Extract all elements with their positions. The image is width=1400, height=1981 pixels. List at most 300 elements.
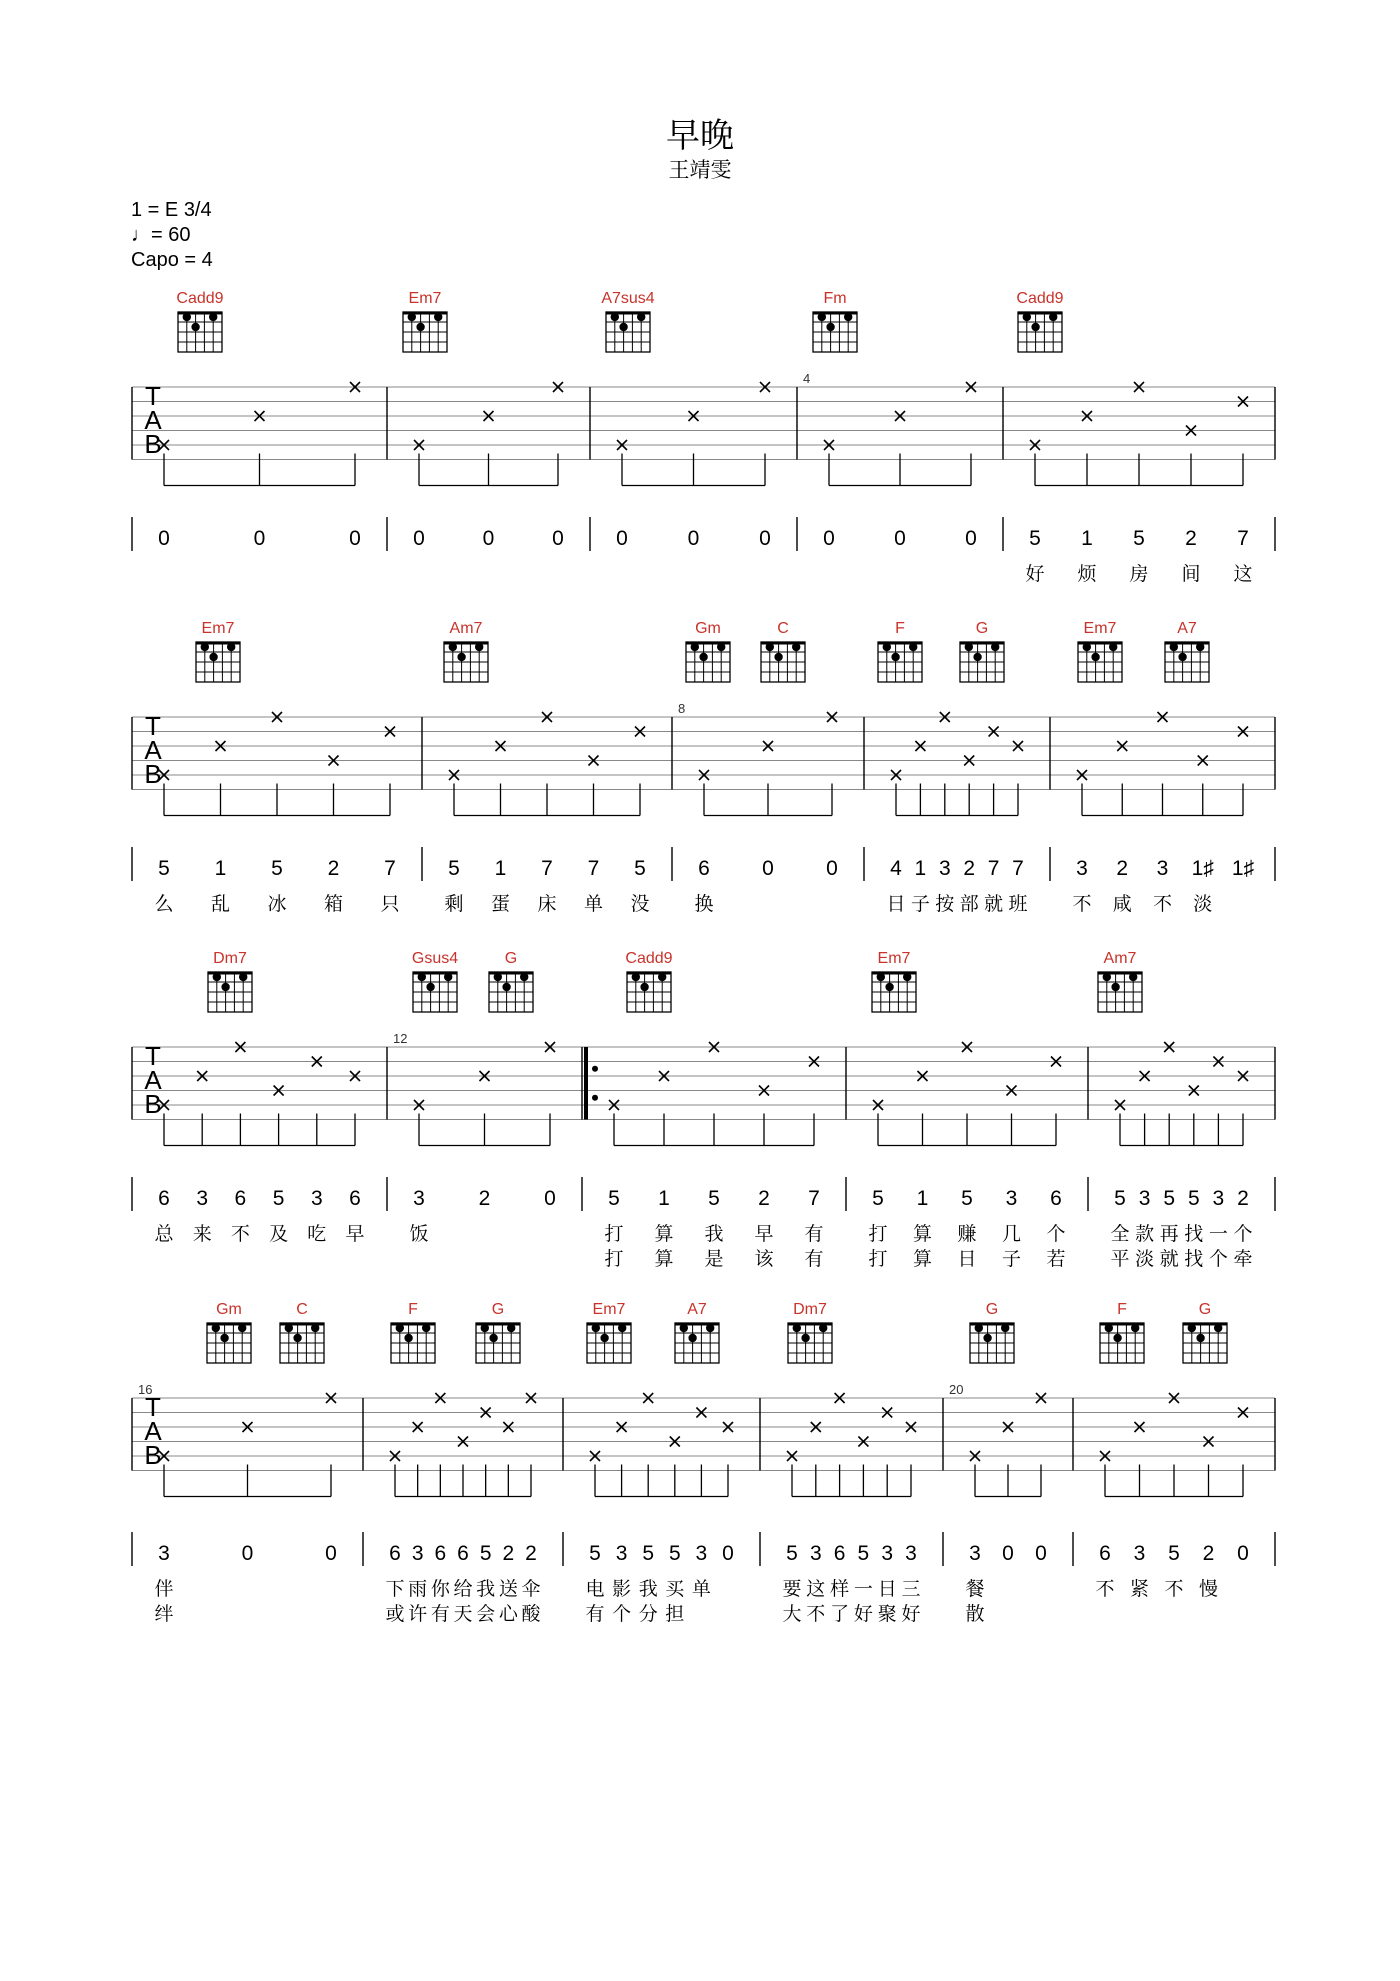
chord-finger-dot (1178, 653, 1186, 661)
chord-diagram (1018, 312, 1062, 352)
lyric-char: 雨 (408, 1578, 428, 1600)
lyric-char: 日 (877, 1578, 897, 1600)
chord-finger-dot (416, 323, 424, 331)
lyric-char: 大 (782, 1603, 802, 1625)
jianpu-note: 1♯ (1191, 857, 1214, 880)
chord-finger-dot (1083, 643, 1091, 651)
chord-finger-dot (619, 323, 627, 331)
chord-diagram (675, 1323, 719, 1363)
chord-finger-dot (717, 643, 725, 651)
jianpu-note: 0 (552, 527, 564, 550)
jianpu-note: 5 (786, 1542, 798, 1565)
lyric-char: 没 (630, 893, 650, 915)
lyric-char: 这 (806, 1578, 826, 1600)
lyric-char: 送 (498, 1578, 518, 1600)
jianpu-note: 0 (616, 527, 628, 550)
jianpu-note: 2 (1237, 1187, 1249, 1210)
chord-finger-dot (212, 1324, 220, 1332)
jianpu-note: 5 (1187, 1187, 1200, 1210)
chord-diagram (587, 1323, 631, 1363)
jianpu-note: 6 (158, 1187, 170, 1210)
chord-name: A7 (1177, 620, 1197, 637)
jianpu-note: 6 (457, 1542, 469, 1565)
jianpu-note: 5 (1168, 1542, 1180, 1565)
chord-finger-dot (396, 1324, 404, 1332)
chord-finger-dot (658, 973, 666, 981)
chord-name: G (491, 1301, 505, 1318)
lyric-char: 找 (1184, 1248, 1204, 1270)
chord-finger-dot (883, 643, 891, 651)
tab-clef-letter: A (144, 1065, 162, 1095)
chord-finger-dot (766, 643, 774, 651)
measure-number: 20 (949, 1382, 964, 1397)
lyric-char: 打 (868, 1223, 888, 1245)
chord-finger-dot (688, 1334, 696, 1342)
lyric-char: 烦 (1077, 563, 1097, 585)
lyric-char: 许 (408, 1603, 428, 1625)
lyric-char: 个 (1208, 1248, 1228, 1270)
lyric-char: 好 (1025, 563, 1045, 585)
chord-name: A7sus4 (601, 290, 655, 307)
jianpu-note: 5 (271, 857, 283, 880)
jianpu-note: 0 (722, 1542, 734, 1565)
chord-finger-dot (592, 1324, 600, 1332)
chord-name: G (504, 950, 518, 967)
chord-finger-dot (434, 313, 442, 321)
jianpu-note: 7 (1237, 527, 1249, 550)
lyric-char: 早 (754, 1223, 774, 1245)
lyric-char: 不 (1095, 1578, 1115, 1600)
chord-finger-dot (426, 983, 434, 991)
chord-name: Am7 (449, 620, 483, 637)
repeat-dot (592, 1066, 598, 1072)
lyric-char: 我 (476, 1578, 496, 1600)
chord-finger-dot (221, 983, 229, 991)
lyric-char: 了 (830, 1603, 850, 1625)
measure-number: 4 (803, 371, 811, 386)
measure-number: 16 (138, 1382, 153, 1397)
chord-finger-dot (475, 643, 483, 651)
chord-finger-dot (227, 643, 235, 651)
jianpu-note: 1 (916, 1187, 929, 1210)
chord-name: Gm (216, 1301, 242, 1318)
chord-finger-dot (1196, 1334, 1204, 1342)
chord-finger-dot (611, 313, 619, 321)
chord-diagram (872, 972, 916, 1012)
chord-diagram (196, 642, 240, 682)
chord-finger-dot (311, 1324, 319, 1332)
lyric-char: 咸 (1112, 893, 1132, 915)
lyric-char: 影 (612, 1578, 632, 1600)
chord-diagram (391, 1323, 435, 1363)
lyric-char: 款 (1135, 1223, 1155, 1245)
chord-finger-dot (213, 973, 221, 981)
lyric-char: 部 (959, 893, 979, 915)
lyric-char: 是 (704, 1248, 724, 1270)
jianpu-note: 0 (965, 527, 977, 550)
jianpu-note: 7 (384, 857, 396, 880)
chord-finger-dot (680, 1324, 688, 1332)
chord-finger-dot (520, 973, 528, 981)
lyric-char: 单 (691, 1578, 711, 1600)
chord-finger-dot (418, 973, 426, 981)
chord-finger-dot (991, 643, 999, 651)
lyric-char: 紧 (1129, 1578, 1150, 1600)
chord-diagram (813, 312, 857, 352)
chord-finger-dot (699, 653, 707, 661)
lyric-char: 打 (604, 1248, 624, 1270)
jianpu-note: 7 (1012, 857, 1024, 880)
tab-clef-letter: A (144, 735, 162, 765)
chord-finger-dot (975, 1324, 983, 1332)
jianpu-note: 2 (327, 857, 340, 880)
tab-clef-letter: B (144, 759, 162, 789)
lyric-char: 早 (345, 1223, 365, 1245)
chord-diagram (606, 312, 650, 352)
lyric-char: 间 (1181, 563, 1201, 585)
lyric-char: 有 (430, 1603, 450, 1625)
chord-finger-dot (1113, 1334, 1121, 1342)
chord-diagram (960, 642, 1004, 682)
lyric-char: 伴 (154, 1578, 174, 1600)
chord-diagram (1165, 642, 1209, 682)
chord-diagram (413, 972, 457, 1012)
chord-finger-dot (891, 653, 899, 661)
lyric-char: 有 (585, 1603, 605, 1625)
lyric-char: 几 (1001, 1223, 1022, 1245)
tempo-marking: ♩= 60 (131, 224, 191, 246)
jianpu-note: 0 (544, 1187, 556, 1210)
jianpu-note: 6 (234, 1187, 247, 1210)
jianpu-note: 3 (1076, 857, 1088, 880)
chord-diagram (489, 972, 533, 1012)
lyric-char: 打 (868, 1248, 888, 1270)
jianpu-note: 0 (253, 527, 266, 550)
chord-name: Em7 (1083, 620, 1117, 637)
jianpu-note: 0 (349, 527, 361, 550)
chord-finger-dot (1188, 1324, 1196, 1332)
lyric-char: 好 (901, 1603, 921, 1625)
chord-finger-dot (1001, 1324, 1009, 1332)
chord-name: G (975, 620, 989, 637)
jianpu-note: 3 (969, 1542, 981, 1565)
chord-diagram (207, 1323, 251, 1363)
lyric-char: 淡 (1135, 1248, 1155, 1270)
chord-name: Cadd9 (625, 950, 673, 967)
chord-name: Gsus4 (411, 950, 459, 967)
chord-diagram (878, 642, 922, 682)
chord-finger-dot (600, 1334, 608, 1342)
chord-finger-dot (494, 973, 502, 981)
lyric-char: 绊 (154, 1603, 174, 1625)
jianpu-note: 2 (758, 1187, 770, 1210)
chord-name: Cadd9 (176, 290, 224, 307)
chord-finger-dot (191, 323, 199, 331)
chord-finger-dot (209, 313, 217, 321)
jianpu-note: 5 (1133, 527, 1145, 550)
chord-finger-dot (1023, 313, 1031, 321)
lyric-char: 算 (654, 1248, 674, 1270)
chord-finger-dot (238, 1324, 246, 1332)
lyric-char: 不 (230, 1223, 250, 1245)
chord-name: F (408, 1301, 418, 1318)
jianpu-note: 0 (1002, 1542, 1014, 1565)
lyric-char: 算 (912, 1223, 933, 1245)
jianpu-note: 2 (1185, 527, 1197, 550)
tab-clef-letter: A (144, 1416, 162, 1446)
chord-finger-dot (1196, 643, 1204, 651)
chord-finger-dot (844, 313, 852, 321)
chord-diagram (280, 1323, 324, 1363)
lyric-char: 算 (912, 1248, 933, 1270)
jianpu-note: 3 (411, 1542, 424, 1565)
jianpu-note: 7 (541, 857, 553, 880)
repeat-dot (592, 1095, 598, 1101)
jianpu-note: 5 (272, 1187, 285, 1210)
jianpu-note: 6 (1050, 1187, 1062, 1210)
chord-diagram (178, 312, 222, 352)
lyric-char: 个 (1046, 1223, 1066, 1245)
lyric-char: 全 (1110, 1223, 1130, 1245)
jianpu-note: 1 (658, 1187, 670, 1210)
lyric-char: 聚 (877, 1603, 897, 1625)
measure-number: 8 (678, 701, 686, 716)
lyric-char: 这 (1233, 563, 1253, 585)
chord-finger-dot (877, 973, 885, 981)
jianpu-note: 5 (479, 1542, 492, 1565)
lyric-char: 牵 (1233, 1248, 1253, 1270)
chord-finger-dot (885, 983, 893, 991)
jianpu-note: 5 (1114, 1187, 1126, 1210)
jianpu-note: 0 (325, 1542, 337, 1565)
lyric-char: 子 (1001, 1248, 1022, 1270)
jianpu-note: 4 (890, 857, 902, 880)
tab-clef-letter: T (145, 711, 161, 741)
jianpu-note: 0 (762, 857, 774, 880)
jianpu-note: 5 (961, 1187, 973, 1210)
jianpu-note: 1 (214, 857, 227, 880)
jianpu-note: 6 (349, 1187, 361, 1210)
jianpu-note: 0 (826, 857, 838, 880)
chord-finger-dot (983, 1334, 991, 1342)
chord-diagram (627, 972, 671, 1012)
chord-finger-dot (201, 643, 209, 651)
lyric-char: 饭 (409, 1223, 429, 1245)
jianpu-note: 7 (987, 857, 1000, 880)
lyric-char: 会 (476, 1603, 496, 1625)
chord-finger-dot (507, 1324, 515, 1332)
lyric-char: 样 (830, 1578, 850, 1600)
lyric-char: 及 (269, 1223, 289, 1245)
lyric-char: 剩 (444, 893, 464, 915)
chord-name: G (1198, 1301, 1212, 1318)
lyric-char: 箱 (323, 893, 344, 915)
lyric-char: 日 (957, 1248, 977, 1270)
chord-diagram (686, 642, 730, 682)
tab-clef-letter: T (145, 1041, 161, 1071)
jianpu-note: 0 (759, 527, 771, 550)
lyric-char: 总 (154, 1223, 174, 1245)
jianpu-note: 3 (1133, 1542, 1146, 1565)
chord-diagram (444, 642, 488, 682)
chord-name: Dm7 (213, 950, 247, 967)
lyric-char: 房 (1129, 563, 1149, 585)
lyric-char: 单 (583, 893, 604, 915)
chord-finger-dot (239, 973, 247, 981)
lyric-char: 给 (453, 1578, 473, 1600)
lyric-char: 我 (638, 1578, 658, 1600)
lyric-char: 子 (910, 893, 930, 915)
lyric-char: 三 (901, 1578, 921, 1600)
lyric-char: 就 (984, 893, 1004, 915)
chord-finger-dot (502, 983, 510, 991)
chord-finger-dot (293, 1334, 301, 1342)
chord-diagram (403, 312, 447, 352)
lyric-char: 散 (965, 1603, 985, 1625)
jianpu-note: 2 (963, 857, 976, 880)
jianpu-note: 1♯ (1231, 857, 1255, 880)
jianpu-note: 7 (808, 1187, 820, 1210)
jianpu-note: 0 (158, 527, 170, 550)
lyric-char: 我 (704, 1223, 724, 1245)
chord-finger-dot (819, 1324, 827, 1332)
jianpu-note: 7 (587, 857, 600, 880)
jianpu-note: 1 (494, 857, 507, 880)
chord-finger-dot (1105, 1324, 1113, 1332)
chord-name: Am7 (1103, 950, 1137, 967)
lyric-char: 该 (754, 1248, 774, 1270)
chord-finger-dot (408, 313, 416, 321)
chord-finger-dot (909, 643, 917, 651)
chord-diagram (1100, 1323, 1144, 1363)
chord-finger-dot (1111, 983, 1119, 991)
chord-finger-dot (691, 643, 699, 651)
lyric-char: 就 (1159, 1248, 1179, 1270)
jianpu-note: 5 (1029, 527, 1041, 550)
jianpu-note: 6 (1099, 1542, 1111, 1565)
chord-diagram (761, 642, 805, 682)
chord-finger-dot (637, 313, 645, 321)
chord-diagram (788, 1323, 832, 1363)
jianpu-note: 0 (1035, 1542, 1047, 1565)
chord-name: F (895, 620, 905, 637)
jianpu-note: 3 (1138, 1187, 1151, 1210)
chord-finger-dot (404, 1334, 412, 1342)
jianpu-note: 2 (1116, 857, 1129, 880)
chord-name: Fm (823, 290, 847, 307)
chord-finger-dot (632, 973, 640, 981)
chord-finger-dot (792, 643, 800, 651)
jianpu-note: 0 (1237, 1542, 1249, 1565)
chord-finger-dot (774, 653, 782, 661)
jianpu-note: 3 (196, 1187, 209, 1210)
jianpu-note: 5 (857, 1542, 870, 1565)
chord-name: Em7 (201, 620, 235, 637)
jianpu-note: 3 (310, 1187, 323, 1210)
lyric-char: 只 (380, 893, 400, 915)
measure-number: 12 (393, 1031, 408, 1046)
chord-finger-dot (444, 973, 452, 981)
jianpu-note: 2 (478, 1187, 491, 1210)
lyric-char: 天 (453, 1603, 473, 1625)
jianpu-note: 0 (823, 527, 835, 550)
song-title: 早晚 (666, 116, 734, 156)
lyric-char: 一 (1208, 1223, 1228, 1245)
jianpu-note: 3 (1005, 1187, 1018, 1210)
jianpu-note: 1 (914, 857, 927, 880)
chord-finger-dot (220, 1334, 228, 1342)
lyric-char: 分 (638, 1603, 658, 1625)
chord-diagram (1183, 1323, 1227, 1363)
lyric-char: 要 (782, 1578, 802, 1600)
lyric-char: 冰 (267, 893, 287, 915)
chord-finger-dot (801, 1334, 809, 1342)
chord-finger-dot (457, 653, 465, 661)
lyric-char: 餐 (965, 1578, 985, 1600)
chord-finger-dot (965, 643, 973, 651)
chord-finger-dot (183, 313, 191, 321)
chord-finger-dot (818, 313, 826, 321)
chord-diagram (970, 1323, 1014, 1363)
chord-diagram (476, 1323, 520, 1363)
jianpu-note: 1 (1081, 527, 1093, 550)
lyric-char: 么 (154, 893, 174, 915)
jianpu-note: 0 (413, 527, 425, 550)
lyric-char: 日 (886, 893, 906, 915)
tab-clef-letter: T (145, 381, 161, 411)
tab-clef-letter: B (144, 429, 162, 459)
chord-diagram (208, 972, 252, 1012)
lyric-char: 赚 (957, 1223, 977, 1245)
jianpu-note: 2 (1202, 1542, 1215, 1565)
chord-name: Gm (695, 620, 721, 637)
lyric-char: 来 (192, 1223, 212, 1245)
lyric-char: 不 (1152, 893, 1173, 915)
jianpu-note: 6 (833, 1542, 846, 1565)
chord-name: Dm7 (793, 1301, 827, 1318)
lyric-char: 打 (604, 1223, 624, 1245)
jianpu-note: 6 (434, 1542, 447, 1565)
chord-finger-dot (706, 1324, 714, 1332)
lyric-char: 一 (853, 1578, 873, 1600)
tab-clef-letter: B (144, 1440, 162, 1470)
chord-finger-dot (285, 1324, 293, 1332)
jianpu-note: 5 (668, 1542, 681, 1565)
chord-name: Em7 (408, 290, 442, 307)
chord-finger-dot (1129, 973, 1137, 981)
lyric-char: 找 (1184, 1223, 1204, 1245)
jianpu-note: 5 (708, 1187, 720, 1210)
jianpu-note: 5 (872, 1187, 884, 1210)
chord-finger-dot (1170, 643, 1178, 651)
jianpu-note: 3 (809, 1542, 822, 1565)
chord-finger-dot (1091, 653, 1099, 661)
chord-finger-dot (422, 1324, 430, 1332)
jianpu-note: 3 (615, 1542, 628, 1565)
lyric-char: 有 (804, 1223, 824, 1245)
lyric-char: 床 (537, 893, 557, 915)
lyric-char: 电 (585, 1578, 605, 1600)
chord-finger-dot (618, 1324, 626, 1332)
lyric-char: 慢 (1198, 1578, 1219, 1600)
lyric-char: 酸 (521, 1603, 541, 1625)
lyric-char: 不 (1072, 893, 1092, 915)
chord-name: Cadd9 (1016, 290, 1064, 307)
jianpu-note: 3 (413, 1187, 425, 1210)
chord-name: Em7 (592, 1301, 626, 1318)
chord-finger-dot (1049, 313, 1057, 321)
lyric-char: 好 (853, 1603, 873, 1625)
